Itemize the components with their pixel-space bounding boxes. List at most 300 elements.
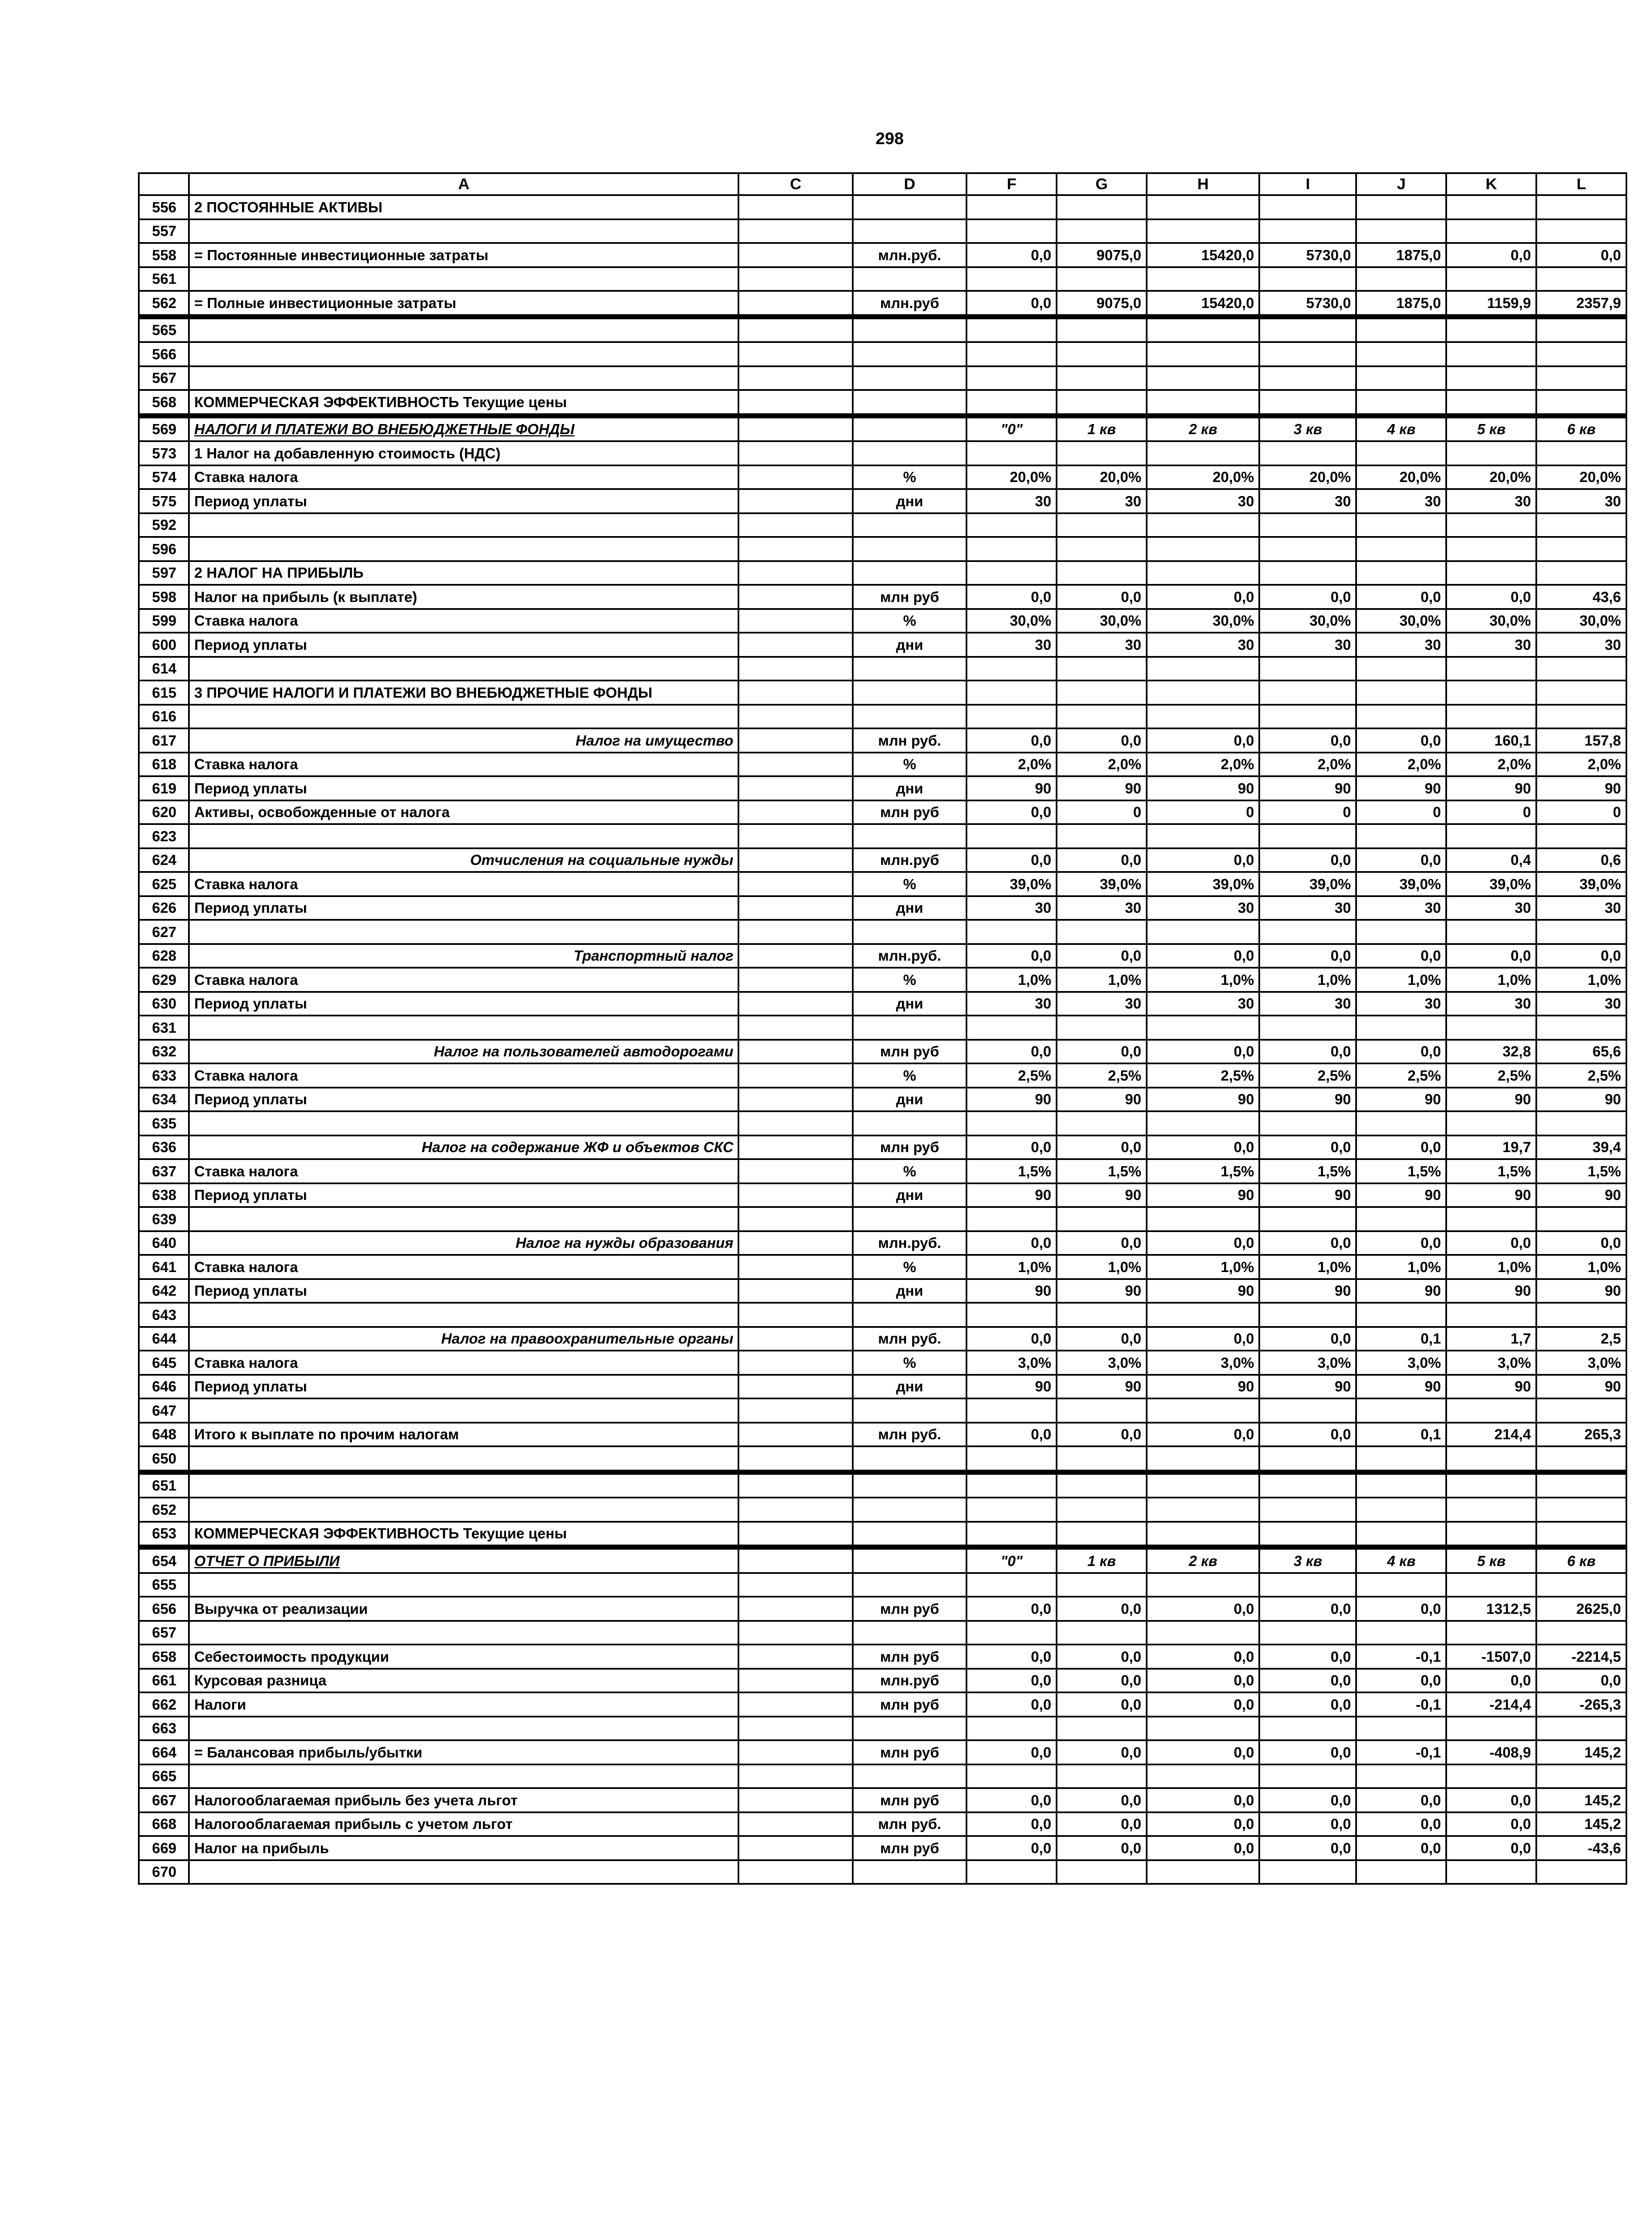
cell-value[interactable]: 0,0 [1356, 1135, 1446, 1159]
cell-value[interactable] [1146, 561, 1259, 585]
cell-value[interactable]: 20,0% [1537, 465, 1627, 489]
column-header[interactable]: G [1057, 173, 1147, 195]
row-number[interactable]: 655 [139, 1573, 189, 1597]
cell-value[interactable]: 30 [1446, 992, 1537, 1016]
cell-value[interactable]: 39,4 [1537, 1135, 1627, 1159]
cell-unit[interactable] [852, 316, 966, 342]
cell-value[interactable]: 0,1 [1356, 1327, 1446, 1351]
cell-value[interactable]: 1,5% [1356, 1159, 1446, 1184]
cell-value[interactable]: 30 [1260, 896, 1356, 920]
cell-value[interactable]: 0,0 [1260, 944, 1356, 968]
cell-c[interactable] [739, 1788, 852, 1813]
cell-value[interactable]: 90 [1146, 1087, 1259, 1112]
cell-value[interactable]: 160,1 [1446, 729, 1537, 753]
cell-value[interactable]: "0" [967, 416, 1057, 441]
cell-value[interactable]: 2 кв [1146, 416, 1259, 441]
cell-value[interactable]: 19,7 [1446, 1135, 1537, 1159]
cell-value[interactable]: -0,1 [1356, 1645, 1446, 1669]
cell-value[interactable]: 30 [1356, 633, 1446, 657]
cell-value[interactable]: 90 [1446, 1279, 1537, 1303]
cell-c[interactable] [739, 537, 852, 561]
cell-value[interactable]: 1,5% [1260, 1159, 1356, 1184]
cell-value[interactable]: 90 [1260, 1183, 1356, 1207]
cell-value[interactable] [1057, 1621, 1147, 1645]
row-number[interactable]: 636 [139, 1135, 189, 1159]
cell-label[interactable]: Период уплаты [189, 992, 739, 1016]
cell-label[interactable]: Курсовая разница [189, 1668, 739, 1693]
cell-value[interactable]: 0,0 [967, 1812, 1057, 1836]
cell-value[interactable]: 0,0 [967, 848, 1057, 872]
cell-value[interactable] [1057, 316, 1147, 342]
cell-value[interactable] [1356, 366, 1446, 390]
cell-value[interactable] [1057, 1447, 1147, 1472]
cell-value[interactable]: 1,0% [1057, 1255, 1147, 1279]
row-number[interactable]: 616 [139, 704, 189, 729]
cell-value[interactable]: 0,0 [1146, 1788, 1259, 1813]
cell-label[interactable]: Период уплаты [189, 1279, 739, 1303]
cell-c[interactable] [739, 1668, 852, 1693]
cell-value[interactable] [1356, 267, 1446, 291]
cell-value[interactable]: 0,0 [1537, 1231, 1627, 1255]
cell-value[interactable]: 0,0 [1146, 1812, 1259, 1836]
cell-label[interactable]: Налог на имущество [189, 729, 739, 753]
cell-unit[interactable] [852, 1207, 966, 1231]
cell-value[interactable]: 30 [1446, 896, 1537, 920]
cell-value[interactable]: 0,0 [1446, 944, 1537, 968]
cell-value[interactable] [1260, 824, 1356, 849]
cell-value[interactable] [1537, 1207, 1627, 1231]
cell-value[interactable]: 90 [1057, 1087, 1147, 1112]
row-number[interactable]: 632 [139, 1039, 189, 1064]
cell-value[interactable]: 0,0 [1260, 1422, 1356, 1447]
cell-c[interactable] [739, 316, 852, 342]
cell-value[interactable]: 0,0 [1446, 585, 1537, 609]
column-header[interactable]: L [1537, 173, 1627, 195]
cell-value[interactable]: 90 [1356, 1183, 1446, 1207]
cell-value[interactable]: 2,0% [1356, 752, 1446, 777]
cell-value[interactable] [1446, 390, 1537, 416]
cell-c[interactable] [739, 1716, 852, 1741]
cell-value[interactable]: 0,0 [1057, 1693, 1147, 1717]
cell-value[interactable]: 90 [1057, 1183, 1147, 1207]
cell-value[interactable]: 30 [1446, 489, 1537, 514]
cell-value[interactable] [1057, 704, 1147, 729]
cell-value[interactable] [1356, 1573, 1446, 1597]
cell-value[interactable]: 1,0% [1537, 968, 1627, 992]
cell-label[interactable] [189, 1498, 739, 1522]
cell-value[interactable]: 90 [1446, 1087, 1537, 1112]
cell-value[interactable] [1446, 1303, 1537, 1327]
cell-label[interactable]: НАЛОГИ И ПЛАТЕЖИ ВО ВНЕБЮДЖЕТНЫЕ ФОНДЫ [189, 416, 739, 441]
cell-value[interactable] [967, 657, 1057, 681]
cell-value[interactable] [1057, 1016, 1147, 1040]
cell-value[interactable]: 3,0% [1537, 1351, 1627, 1375]
row-number[interactable]: 573 [139, 441, 189, 466]
cell-value[interactable] [1446, 342, 1537, 367]
cell-value[interactable]: 0,0 [1356, 1597, 1446, 1621]
cell-value[interactable]: 0,0 [1260, 1836, 1356, 1860]
cell-value[interactable] [967, 1399, 1057, 1423]
cell-value[interactable]: 39,0% [1057, 872, 1147, 896]
cell-value[interactable]: 30 [1356, 896, 1446, 920]
row-number[interactable]: 654 [139, 1547, 189, 1573]
cell-c[interactable] [739, 1836, 852, 1860]
cell-value[interactable]: 0,0 [1057, 1812, 1147, 1836]
cell-value[interactable] [1146, 1621, 1259, 1645]
cell-value[interactable]: 0,0 [1260, 1668, 1356, 1693]
cell-value[interactable]: 0,0 [1446, 1668, 1537, 1693]
cell-value[interactable]: 0,0 [967, 1597, 1057, 1621]
cell-unit[interactable]: дни [852, 633, 966, 657]
cell-value[interactable] [1446, 513, 1537, 537]
cell-value[interactable] [1537, 366, 1627, 390]
cell-value[interactable] [967, 824, 1057, 849]
cell-value[interactable]: 2,5% [1057, 1064, 1147, 1088]
cell-value[interactable]: 0,0 [1260, 729, 1356, 753]
cell-value[interactable] [1146, 1472, 1259, 1498]
cell-value[interactable] [1146, 537, 1259, 561]
cell-value[interactable]: 2,0% [1446, 752, 1537, 777]
cell-label[interactable] [189, 316, 739, 342]
cell-value[interactable]: 0,0 [1260, 1135, 1356, 1159]
cell-value[interactable] [1537, 1447, 1627, 1472]
cell-value[interactable] [1146, 195, 1259, 220]
cell-value[interactable]: 20,0% [1260, 465, 1356, 489]
cell-value[interactable]: 0,0 [1537, 1668, 1627, 1693]
cell-value[interactable]: 0,0 [1146, 1135, 1259, 1159]
cell-unit[interactable]: млн.руб [852, 848, 966, 872]
cell-value[interactable]: 30 [1356, 992, 1446, 1016]
cell-value[interactable] [1356, 657, 1446, 681]
cell-value[interactable]: 0,0 [1146, 1039, 1259, 1064]
cell-label[interactable] [189, 657, 739, 681]
cell-value[interactable]: 30 [1146, 633, 1259, 657]
row-number[interactable]: 670 [139, 1860, 189, 1884]
cell-unit[interactable] [852, 1716, 966, 1741]
cell-value[interactable]: 0,0 [967, 800, 1057, 824]
cell-value[interactable] [1260, 1860, 1356, 1884]
cell-value[interactable]: 0,0 [967, 1645, 1057, 1669]
cell-label[interactable] [189, 342, 739, 367]
cell-value[interactable]: 2,5% [1356, 1064, 1446, 1088]
cell-c[interactable] [739, 1087, 852, 1112]
cell-value[interactable]: 39,0% [1260, 872, 1356, 896]
cell-value[interactable]: 0 [1537, 800, 1627, 824]
cell-value[interactable] [1356, 1016, 1446, 1040]
cell-value[interactable] [1356, 1621, 1446, 1645]
cell-c[interactable] [739, 1375, 852, 1399]
cell-value[interactable]: -1507,0 [1446, 1645, 1537, 1669]
cell-value[interactable] [1260, 267, 1356, 291]
cell-value[interactable] [1057, 390, 1147, 416]
cell-value[interactable] [1260, 561, 1356, 585]
cell-value[interactable]: 0,0 [1260, 1327, 1356, 1351]
cell-value[interactable] [1057, 1573, 1147, 1597]
cell-value[interactable] [1356, 1860, 1446, 1884]
cell-value[interactable]: 3,0% [967, 1351, 1057, 1375]
cell-value[interactable]: 90 [1260, 777, 1356, 801]
cell-value[interactable]: 90 [1537, 1183, 1627, 1207]
cell-unit[interactable] [852, 267, 966, 291]
cell-value[interactable]: 20,0% [1146, 465, 1259, 489]
cell-value[interactable]: 1,0% [967, 968, 1057, 992]
cell-value[interactable]: 20,0% [1446, 465, 1537, 489]
cell-value[interactable]: 0,0 [1057, 1836, 1147, 1860]
cell-c[interactable] [739, 1472, 852, 1498]
cell-value[interactable]: 0,0 [1146, 1668, 1259, 1693]
cell-value[interactable]: 90 [1446, 1375, 1537, 1399]
cell-label[interactable]: = Балансовая прибыль/убытки [189, 1741, 739, 1765]
cell-unit[interactable] [852, 1112, 966, 1136]
cell-value[interactable]: 90 [1537, 1087, 1627, 1112]
cell-value[interactable] [1446, 681, 1537, 705]
cell-value[interactable] [967, 1016, 1057, 1040]
cell-value[interactable] [1260, 537, 1356, 561]
cell-value[interactable]: 32,8 [1446, 1039, 1537, 1064]
cell-value[interactable] [967, 390, 1057, 416]
cell-c[interactable] [739, 1159, 852, 1184]
cell-value[interactable] [1446, 1764, 1537, 1788]
cell-value[interactable] [1537, 681, 1627, 705]
cell-value[interactable] [1057, 1399, 1147, 1423]
cell-value[interactable] [1537, 1472, 1627, 1498]
cell-value[interactable]: 30,0% [1537, 609, 1627, 633]
cell-unit[interactable]: % [852, 872, 966, 896]
cell-value[interactable] [967, 1621, 1057, 1645]
column-header[interactable]: F [967, 173, 1057, 195]
cell-value[interactable] [1537, 267, 1627, 291]
cell-label[interactable] [189, 267, 739, 291]
cell-unit[interactable]: % [852, 968, 966, 992]
cell-value[interactable]: 1,0% [1057, 968, 1147, 992]
cell-value[interactable]: 90 [967, 1279, 1057, 1303]
cell-value[interactable]: 0,0 [1260, 1788, 1356, 1813]
cell-value[interactable] [1260, 1447, 1356, 1472]
cell-value[interactable] [1446, 657, 1537, 681]
row-number[interactable]: 575 [139, 489, 189, 514]
cell-unit[interactable] [852, 416, 966, 441]
cell-unit[interactable]: дни [852, 992, 966, 1016]
cell-value[interactable]: 90 [1057, 1375, 1147, 1399]
cell-value[interactable]: 2,0% [1146, 752, 1259, 777]
cell-value[interactable]: 0,0 [1260, 585, 1356, 609]
cell-value[interactable]: 30 [967, 992, 1057, 1016]
cell-value[interactable] [1446, 1521, 1537, 1547]
cell-c[interactable] [739, 1279, 852, 1303]
cell-value[interactable]: 90 [1537, 777, 1627, 801]
cell-value[interactable]: 1312,5 [1446, 1597, 1537, 1621]
cell-value[interactable]: 1,5% [1446, 1159, 1537, 1184]
cell-unit[interactable]: млн руб [852, 1836, 966, 1860]
cell-value[interactable]: 0,0 [1146, 848, 1259, 872]
cell-value[interactable]: 0,0 [1146, 1645, 1259, 1669]
cell-value[interactable] [1260, 1573, 1356, 1597]
cell-value[interactable]: 30 [1537, 992, 1627, 1016]
cell-unit[interactable] [852, 390, 966, 416]
cell-value[interactable]: 3,0% [1356, 1351, 1446, 1375]
cell-value[interactable]: 5730,0 [1260, 243, 1356, 267]
row-number[interactable]: 634 [139, 1087, 189, 1112]
row-number[interactable]: 653 [139, 1521, 189, 1547]
cell-value[interactable]: 0,0 [1260, 1693, 1356, 1717]
cell-value[interactable] [1446, 1447, 1537, 1472]
cell-c[interactable] [739, 1135, 852, 1159]
cell-c[interactable] [739, 777, 852, 801]
cell-value[interactable]: 0 [1146, 800, 1259, 824]
cell-unit[interactable] [852, 920, 966, 944]
cell-value[interactable] [967, 267, 1057, 291]
cell-value[interactable]: 90 [1446, 1183, 1537, 1207]
cell-value[interactable]: 0,0 [967, 291, 1057, 317]
cell-c[interactable] [739, 342, 852, 367]
row-number[interactable]: 629 [139, 968, 189, 992]
cell-value[interactable]: 1,0% [967, 1255, 1057, 1279]
cell-unit[interactable]: млн.руб [852, 1668, 966, 1693]
cell-value[interactable]: 90 [967, 1087, 1057, 1112]
cell-value[interactable]: 90 [1356, 1087, 1446, 1112]
cell-value[interactable]: 30 [1356, 489, 1446, 514]
cell-value[interactable]: 30 [967, 633, 1057, 657]
row-number[interactable]: 565 [139, 316, 189, 342]
cell-label[interactable] [189, 219, 739, 243]
cell-value[interactable]: 39,0% [1537, 872, 1627, 896]
cell-value[interactable]: 0,6 [1537, 848, 1627, 872]
cell-label[interactable]: Ставка налога [189, 1351, 739, 1375]
cell-value[interactable]: 0 [1260, 800, 1356, 824]
cell-unit[interactable] [852, 513, 966, 537]
cell-label[interactable] [189, 513, 739, 537]
cell-value[interactable]: -0,1 [1356, 1741, 1446, 1765]
cell-label[interactable]: КОММЕРЧЕСКАЯ ЭФФЕКТИВНОСТЬ Текущие цены [189, 1521, 739, 1547]
cell-value[interactable]: 43,6 [1537, 585, 1627, 609]
cell-value[interactable]: 90 [967, 1183, 1057, 1207]
cell-value[interactable] [1446, 1016, 1537, 1040]
cell-unit[interactable] [852, 704, 966, 729]
row-number[interactable]: 669 [139, 1836, 189, 1860]
cell-label[interactable] [189, 824, 739, 849]
cell-value[interactable]: 65,6 [1537, 1039, 1627, 1064]
cell-value[interactable] [1146, 1716, 1259, 1741]
row-number[interactable]: 658 [139, 1645, 189, 1669]
cell-value[interactable]: 0,0 [1146, 1693, 1259, 1717]
cell-c[interactable] [739, 1207, 852, 1231]
cell-value[interactable]: 0,0 [1356, 585, 1446, 609]
cell-value[interactable]: 0,0 [1057, 729, 1147, 753]
cell-unit[interactable]: дни [852, 896, 966, 920]
cell-value[interactable] [1446, 1498, 1537, 1522]
cell-label[interactable]: Ставка налога [189, 465, 739, 489]
cell-value[interactable] [1537, 390, 1627, 416]
cell-value[interactable] [967, 537, 1057, 561]
cell-value[interactable]: 0,0 [1057, 1135, 1147, 1159]
row-number[interactable]: 561 [139, 267, 189, 291]
cell-value[interactable] [1146, 390, 1259, 416]
row-number[interactable]: 599 [139, 609, 189, 633]
cell-c[interactable] [739, 1064, 852, 1088]
cell-label[interactable]: Ставка налога [189, 609, 739, 633]
cell-c[interactable] [739, 1351, 852, 1375]
cell-value[interactable]: 1,0% [1146, 968, 1259, 992]
cell-value[interactable] [1057, 1521, 1147, 1547]
cell-c[interactable] [739, 1498, 852, 1522]
cell-value[interactable] [1356, 441, 1446, 466]
cell-c[interactable] [739, 944, 852, 968]
row-number[interactable]: 641 [139, 1255, 189, 1279]
cell-value[interactable] [1146, 267, 1259, 291]
cell-value[interactable] [1057, 1860, 1147, 1884]
cell-value[interactable] [1537, 441, 1627, 466]
row-number[interactable]: 652 [139, 1498, 189, 1522]
cell-value[interactable] [967, 219, 1057, 243]
cell-value[interactable] [1537, 219, 1627, 243]
column-header[interactable]: A [189, 173, 739, 195]
cell-unit[interactable] [852, 1860, 966, 1884]
cell-value[interactable]: 0,0 [1146, 944, 1259, 968]
cell-value[interactable]: 0,0 [1356, 944, 1446, 968]
cell-unit[interactable]: дни [852, 1183, 966, 1207]
cell-c[interactable] [739, 824, 852, 849]
cell-value[interactable]: 0,0 [1146, 1231, 1259, 1255]
cell-unit[interactable]: млн руб. [852, 1422, 966, 1447]
column-header[interactable]: H [1146, 173, 1259, 195]
cell-value[interactable] [1057, 513, 1147, 537]
cell-c[interactable] [739, 1447, 852, 1472]
cell-value[interactable]: 30 [1057, 992, 1147, 1016]
cell-unit[interactable]: дни [852, 1375, 966, 1399]
cell-value[interactable] [1356, 316, 1446, 342]
row-number[interactable]: 663 [139, 1716, 189, 1741]
cell-unit[interactable] [852, 657, 966, 681]
cell-value[interactable]: 1,0% [1537, 1255, 1627, 1279]
cell-value[interactable]: 0,0 [1146, 585, 1259, 609]
cell-value[interactable] [1260, 704, 1356, 729]
cell-label[interactable] [189, 1112, 739, 1136]
cell-value[interactable] [1446, 316, 1537, 342]
cell-label[interactable] [189, 1447, 739, 1472]
cell-unit[interactable] [852, 561, 966, 585]
cell-value[interactable]: 0,0 [967, 944, 1057, 968]
cell-value[interactable]: 30 [1057, 489, 1147, 514]
row-number[interactable]: 596 [139, 537, 189, 561]
cell-value[interactable]: 30,0% [967, 609, 1057, 633]
cell-value[interactable] [1057, 441, 1147, 466]
cell-c[interactable] [739, 561, 852, 585]
cell-value[interactable] [1537, 1303, 1627, 1327]
cell-value[interactable]: 0,0 [1260, 848, 1356, 872]
row-number[interactable]: 592 [139, 513, 189, 537]
cell-value[interactable]: 20,0% [1356, 465, 1446, 489]
cell-value[interactable] [1057, 561, 1147, 585]
cell-value[interactable] [1356, 920, 1446, 944]
row-number[interactable]: 558 [139, 243, 189, 267]
cell-value[interactable]: 0,0 [1057, 1741, 1147, 1765]
cell-value[interactable]: "0" [967, 1547, 1057, 1573]
cell-label[interactable]: Период уплаты [189, 1087, 739, 1112]
cell-value[interactable]: 0,0 [1446, 1812, 1537, 1836]
cell-c[interactable] [739, 704, 852, 729]
cell-value[interactable]: 0,0 [1446, 1836, 1537, 1860]
cell-value[interactable]: 0,0 [1057, 1645, 1147, 1669]
cell-value[interactable] [1356, 1207, 1446, 1231]
cell-value[interactable] [967, 1860, 1057, 1884]
cell-value[interactable] [1146, 824, 1259, 849]
cell-c[interactable] [739, 243, 852, 267]
cell-unit[interactable] [852, 366, 966, 390]
cell-value[interactable] [1260, 1498, 1356, 1522]
cell-value[interactable]: 30 [1537, 896, 1627, 920]
cell-value[interactable]: 214,4 [1446, 1422, 1537, 1447]
cell-value[interactable] [1260, 441, 1356, 466]
